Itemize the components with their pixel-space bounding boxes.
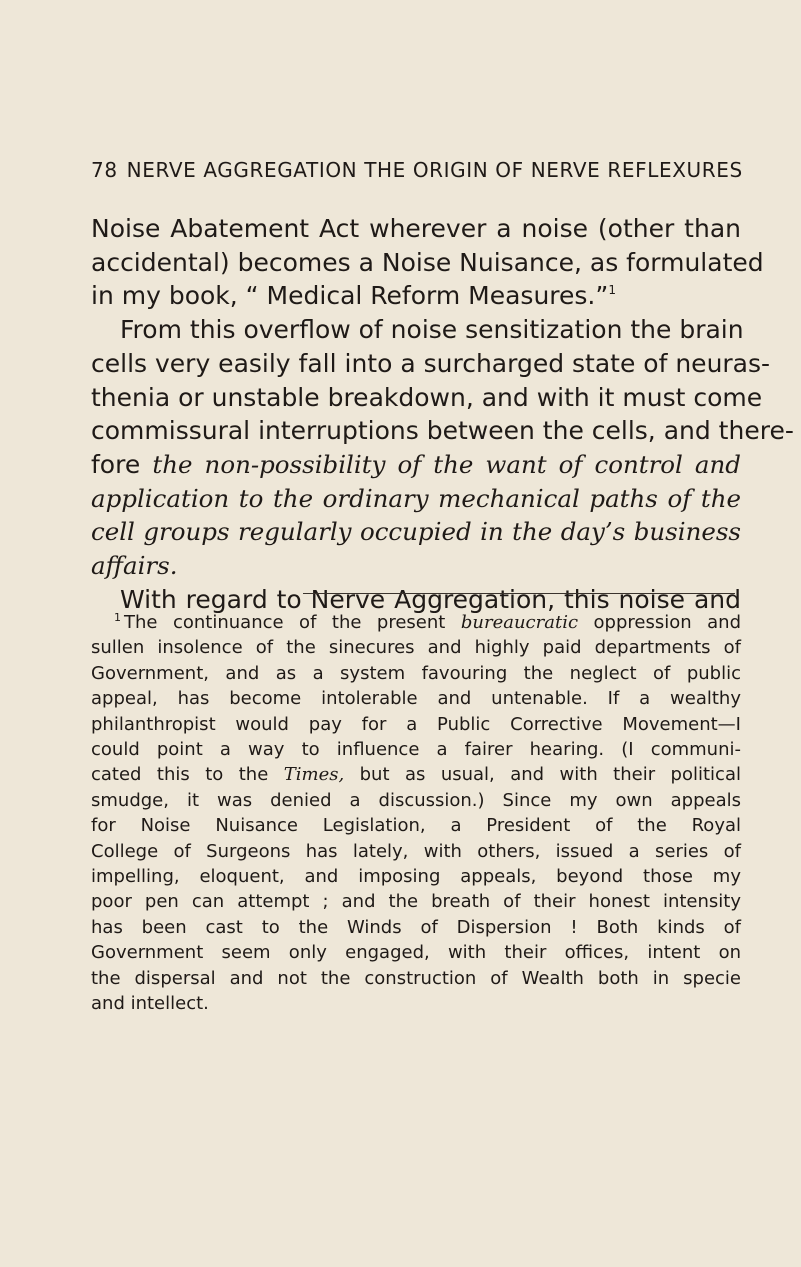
body-line: From this overflow of noise sensitization the brain xyxy=(120,315,744,345)
body-text xyxy=(91,212,794,616)
body-line-italic: application to the ordinary mechanical paths of the xyxy=(91,483,741,513)
footnote-line: poor pen can attempt ; and the breath of their honest intensity xyxy=(91,891,741,913)
footnote-rule xyxy=(303,593,735,594)
footnote-line: cated this to the Times, but as usual, and with their political xyxy=(91,764,741,786)
footnote-line: $^1$ The continuance of the present bureaucratic oppression and xyxy=(114,611,741,633)
footnote-line: has been cast to the Winds of Dispersion ! Both kinds of xyxy=(91,916,741,938)
body-line-italic: affairs. xyxy=(91,551,178,581)
footnote-line: philanthropist would pay for a Public Corrective Movement—I xyxy=(91,713,741,735)
footnote-line: and intellect. xyxy=(91,993,209,1015)
footnote-line: impelling, eloquent, and imposing appeals, beyond those my xyxy=(91,866,741,888)
footnote-marker: 1 xyxy=(114,611,121,624)
body-line: commissural interruptions between the cells, and there- xyxy=(91,416,794,446)
footnote-line: appeal, has become intolerable and untenable. If a wealthy xyxy=(91,688,741,710)
page-number: 78 xyxy=(91,158,118,182)
footnote xyxy=(91,610,741,1017)
footnote-line: for Noise Nuisance Legislation, a President of the Royal xyxy=(91,815,741,837)
running-header xyxy=(91,158,751,182)
body-line: accidental) becomes a Noise Nuisance, as formulated xyxy=(91,247,764,277)
footnote-line: Government seem only engaged, with their offices, intent on xyxy=(91,942,741,964)
body-line: in my book, “ Medical Reform Measures.”$^1$ xyxy=(91,281,616,311)
italic-text: the non-possibility of the want of control and xyxy=(152,449,741,479)
footnote-line: sullen insolence of the sinecures and highly paid departments of xyxy=(91,637,741,659)
body-line: With regard to Nerve Aggregation, this noise and xyxy=(120,584,741,614)
footnote-line: the dispersal and not the construction of Wealth both in specie xyxy=(91,967,741,989)
footnote-reference: 1 xyxy=(608,283,616,298)
running-title: NERVE AGGREGATION THE ORIGIN OF NERVE REFLEXURES xyxy=(126,158,743,182)
italic-text: bureaucratic xyxy=(460,612,579,633)
body-line: fore the non-possibility of the want of control and xyxy=(91,449,741,479)
body-line: Noise Abatement Act wherever a noise (other than xyxy=(91,214,741,243)
footnote-line: Government, and as a system favouring the neglect of public xyxy=(91,662,741,684)
footnote-line: smudge, it was denied a discussion.) Since my own appeals xyxy=(91,789,741,811)
footnote-line: could point a way to influence a fairer hearing. (I communi- xyxy=(91,739,741,761)
italic-text: Times, xyxy=(283,764,345,786)
footnote-line: College of Surgeons has lately, with others, issued a series of xyxy=(91,840,741,862)
body-line: thenia or unstable breakdown, and with it must come xyxy=(91,382,763,412)
body-line: cells very easily fall into a surcharged state of neuras- xyxy=(91,348,771,378)
body-line-italic: cell groups regularly occupied in the day’s business xyxy=(91,517,741,547)
